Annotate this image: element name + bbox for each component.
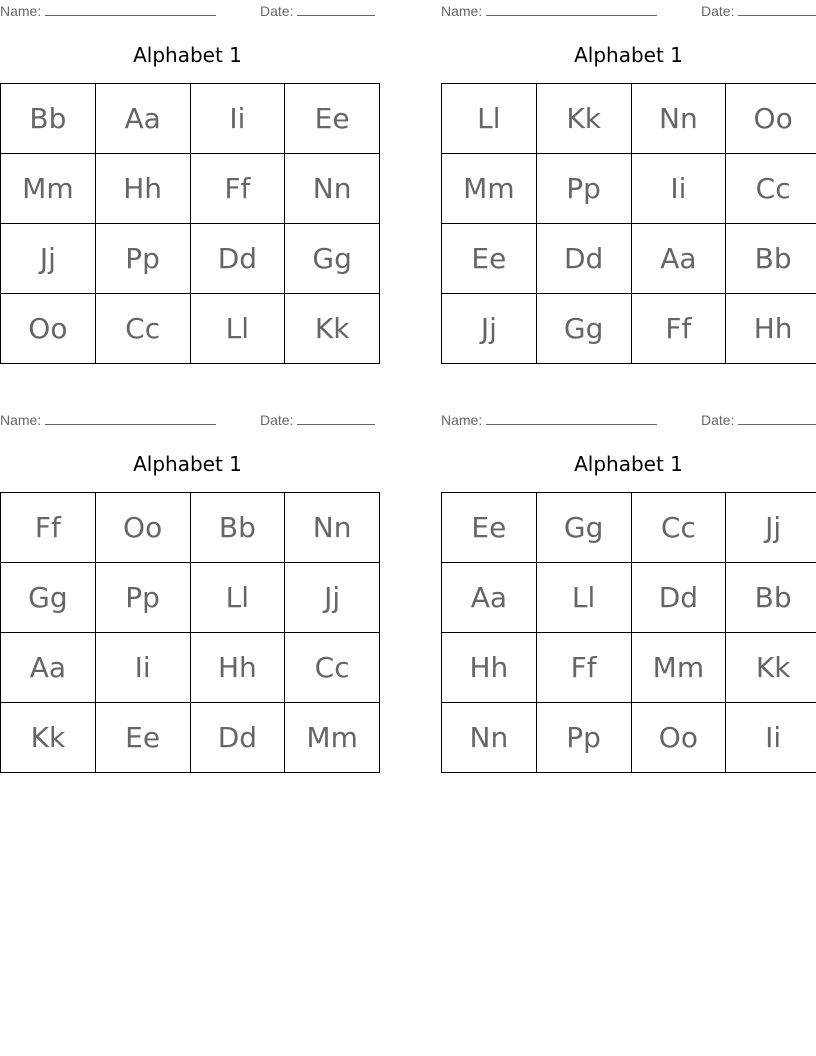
grid-cell: Pp (95, 563, 190, 633)
grid-row (442, 84, 816, 154)
grid-cell: Dd (190, 224, 285, 294)
grid-cell: Ii (190, 84, 285, 154)
grid-cell: Dd (536, 224, 631, 294)
grid-cell: Bb (190, 493, 285, 563)
grid-cell: Ll (536, 563, 631, 633)
name-label: Name: (441, 412, 483, 428)
grid-cell: Kk (1, 703, 96, 773)
name-label: Name: (0, 412, 42, 428)
grid-row (1, 84, 380, 154)
card-header (0, 0, 375, 20)
name-blank (45, 411, 216, 425)
date-label: Date: (701, 3, 735, 19)
grid-cell: Jj (1, 224, 96, 294)
grid-cell: Nn (631, 84, 726, 154)
grid-row (442, 294, 816, 364)
grid-cell: Hh (442, 633, 537, 703)
date-label: Date: (701, 412, 735, 428)
grid-cell: Ff (536, 633, 631, 703)
card-title: Alphabet 1 (574, 43, 683, 67)
grid-cell: Ee (95, 703, 190, 773)
grid-row (442, 633, 816, 703)
name-blank (486, 2, 657, 16)
grid-cell: Dd (190, 703, 285, 773)
name-blank (45, 2, 216, 16)
grid-cell: Bb (726, 224, 816, 294)
grid-cell: Pp (95, 224, 190, 294)
grid-cell: Bb (1, 84, 96, 154)
grid-cell: Cc (95, 294, 190, 364)
grid-row (1, 294, 380, 364)
grid-cell: Nn (285, 493, 380, 563)
grid-cell: Ll (442, 84, 537, 154)
grid-row (1, 703, 380, 773)
grid-cell: Aa (1, 633, 96, 703)
grid-cell: Ii (95, 633, 190, 703)
card-title: Alphabet 1 (574, 452, 683, 476)
name-label: Name: (0, 3, 42, 19)
grid-cell: Mm (1, 154, 96, 224)
grid-row (1, 493, 380, 563)
grid-cell: Ll (190, 294, 285, 364)
grid-row (442, 493, 816, 563)
grid-cell: Ff (190, 154, 285, 224)
grid-cell: Aa (442, 563, 537, 633)
bingo-card (441, 409, 816, 754)
grid-cell: Bb (726, 563, 816, 633)
grid-cell: Cc (285, 633, 380, 703)
grid-row (442, 224, 816, 294)
date-blank (297, 411, 375, 425)
date-blank (297, 2, 375, 16)
grid-row (1, 633, 380, 703)
bingo-card (441, 0, 816, 345)
name-blank (486, 411, 657, 425)
grid-cell: Aa (95, 84, 190, 154)
grid-row (442, 154, 816, 224)
date-line (260, 2, 375, 19)
grid-cell: Nn (442, 703, 537, 773)
grid-cell: Ee (442, 224, 537, 294)
grid-cell: Ii (726, 703, 816, 773)
card-header (441, 0, 816, 20)
bingo-card (0, 0, 375, 345)
letter-grid (0, 492, 380, 773)
grid-cell: Hh (726, 294, 816, 364)
grid-cell: Mm (285, 703, 380, 773)
date-blank (738, 2, 816, 16)
grid-cell: Ee (442, 493, 537, 563)
grid-cell: Mm (631, 633, 726, 703)
date-label: Date: (260, 412, 294, 428)
grid-cell: Kk (726, 633, 816, 703)
card-title: Alphabet 1 (133, 43, 242, 67)
name-line (441, 2, 657, 19)
grid-cell: Nn (285, 154, 380, 224)
card-header (0, 409, 375, 429)
grid-cell: Dd (631, 563, 726, 633)
date-blank (738, 411, 816, 425)
grid-cell: Mm (442, 154, 537, 224)
grid-row (1, 224, 380, 294)
letter-grid (0, 83, 380, 364)
grid-cell: Gg (1, 563, 96, 633)
bingo-card (0, 409, 375, 754)
date-line (701, 411, 816, 428)
name-line (441, 411, 657, 428)
grid-cell: Kk (285, 294, 380, 364)
grid-cell: Ff (1, 493, 96, 563)
grid-cell: Ii (631, 154, 726, 224)
grid-cell: Ee (285, 84, 380, 154)
grid-cell: Oo (95, 493, 190, 563)
card-title: Alphabet 1 (133, 452, 242, 476)
grid-cell: Pp (536, 154, 631, 224)
grid-cell: Oo (1, 294, 96, 364)
grid-cell: Gg (285, 224, 380, 294)
grid-cell: Hh (95, 154, 190, 224)
grid-cell: Cc (631, 493, 726, 563)
date-line (260, 411, 375, 428)
grid-row (1, 154, 380, 224)
name-line (0, 411, 216, 428)
grid-cell: Gg (536, 294, 631, 364)
letter-grid (441, 492, 816, 773)
grid-cell: Aa (631, 224, 726, 294)
grid-cell: Jj (442, 294, 537, 364)
grid-cell: Cc (726, 154, 816, 224)
name-label: Name: (441, 3, 483, 19)
grid-cell: Hh (190, 633, 285, 703)
grid-row (442, 563, 816, 633)
name-line (0, 2, 216, 19)
date-label: Date: (260, 3, 294, 19)
date-line (701, 2, 816, 19)
grid-cell: Pp (536, 703, 631, 773)
grid-cell: Ff (631, 294, 726, 364)
card-header (441, 409, 816, 429)
grid-row (1, 563, 380, 633)
grid-cell: Oo (631, 703, 726, 773)
grid-cell: Gg (536, 493, 631, 563)
grid-cell: Jj (726, 493, 816, 563)
grid-cell: Ll (190, 563, 285, 633)
grid-cell: Jj (285, 563, 380, 633)
grid-row (442, 703, 816, 773)
letter-grid (441, 83, 816, 364)
grid-cell: Oo (726, 84, 816, 154)
grid-cell: Kk (536, 84, 631, 154)
